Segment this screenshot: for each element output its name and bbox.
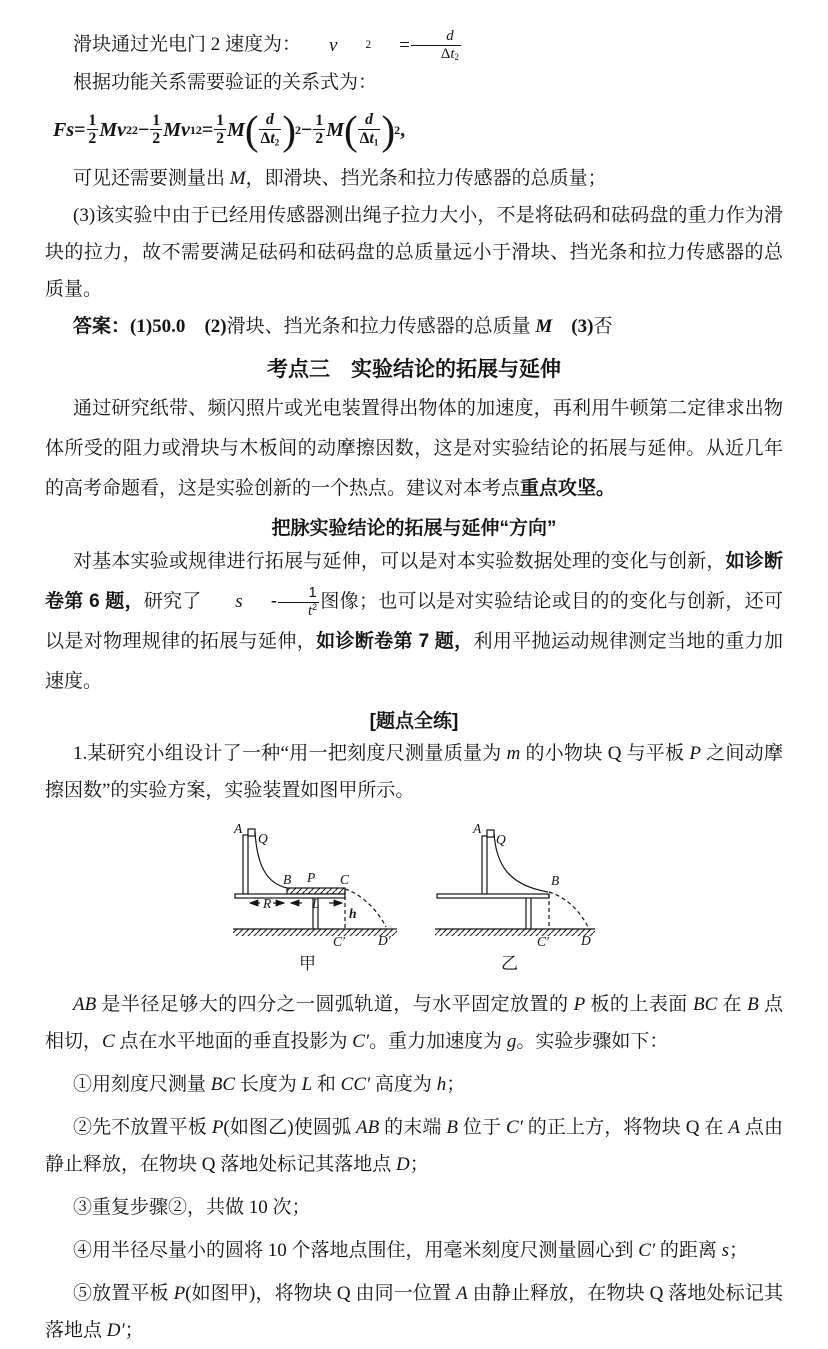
- pole: [482, 836, 487, 894]
- label-d: D: [580, 933, 591, 949]
- label-d-prime: D′: [377, 933, 391, 949]
- step-1: ①用刻度尺测量 BC 长度为 L 和 CC′ 高度为 h；: [73, 1074, 466, 1096]
- trajectory: [549, 892, 588, 927]
- label-a: A: [472, 821, 481, 837]
- para-setup-desc: AB 是半径足够大的四分之一圆弧轨道，与水平固定放置的 P 板的上表面 BC 在 B 点相切，C 点在水平地面的垂直投影为 C′。重力加速度为 g。实验步骤如下：: [45, 994, 783, 1053]
- para-bamai-body: 对基本实验或规律进行拓展与延伸，可以是对本实验数据处理的变化与创新，如诊断卷第 6 题，研究了 s - $\frac{1}{t^2}$ 图像；也可以是对实验结论或目的的变化与创新，还可以是对物理规律的拓展与延伸，如诊断卷第 7 题，利用平抛运动规律测定当地的重力加速度。: [45, 551, 783, 693]
- para-photogate-speed: 滑块通过光电门 2 速度为： v 2 = $\frac{d}{\Delta t_2}$: [73, 28, 459, 63]
- figure-yi: [435, 821, 595, 973]
- label-c-prime: C′: [332, 934, 345, 950]
- pole: [243, 835, 248, 894]
- label-q: Q: [257, 831, 268, 847]
- block-q: [248, 829, 255, 836]
- label-c-prime: C′: [536, 934, 549, 950]
- experiment-figure: [227, 819, 602, 980]
- label-a: A: [233, 821, 242, 837]
- step-2: ②先不放置平板 P(如图乙)使圆弧 AB 的末端 B 位于 C′ 的正上方，将物块 Q 在 A 点由静止释放，在物块 Q 落地处标记其落地点 D；: [45, 1117, 783, 1176]
- step-5: ⑤放置平板 P(如图甲)，将物块 Q 由同一位置 A 由静止释放，在物块 Q 落地处标记其落地点 D′；: [45, 1283, 783, 1342]
- label-c: C: [339, 872, 349, 888]
- para-relation-intro: 根据功能关系需要验证的关系式为：: [73, 72, 378, 94]
- table-top: [235, 894, 345, 898]
- caption-yi: 乙: [500, 954, 518, 974]
- para-kaodian-intro: 通过研究纸带、频闪照片或光电装置得出物体的加速度，再利用牛顿第二定律求出物体所受的阻力或滑块与木板间的动摩擦因数，这是对实验结论的拓展与延伸。从近几年的高考命题看，这是实验创新的一个热点。建议对本考点重点攻坚。: [45, 398, 783, 500]
- label-b: B: [282, 872, 291, 888]
- label-l: L: [311, 896, 320, 912]
- heading-kaodian3: 考点三 实验结论的拓展与延伸: [267, 358, 561, 382]
- para-measure-m: 可见还需要测量出 M，即滑块、挡光条和拉力传感器的总质量；: [73, 168, 607, 190]
- label-r: R: [262, 896, 271, 912]
- label-h: h: [348, 906, 357, 922]
- label-q: Q: [495, 832, 506, 848]
- figure-svg: [227, 819, 602, 974]
- para-point3: (3)该实验中由于已经用传感器测出绳子拉力大小，不是将砝码和砝码盘的重力作为滑块的拉力，故不需要满足砝码和砝码盘的总质量远小于滑块、挡光条和拉力传感器的总质量。: [45, 205, 783, 301]
- plate-p: [287, 888, 345, 894]
- label-p: P: [306, 870, 315, 886]
- para-answer: 答案：(1)50.0 (2)滑块、挡光条和拉力传感器的总质量 M (3)否: [73, 316, 613, 338]
- ground-hatch: [435, 929, 595, 936]
- para-question1: 1.某研究小组设计了一种“用一把刻度尺测量质量为 m 的小物块 Q 与平板 P 之间动摩擦因数”的实验方案，实验装置如图甲所示。: [45, 743, 783, 802]
- block-q: [487, 830, 494, 837]
- heading-tidian: [题点全练]: [369, 711, 459, 733]
- ground-hatch: [233, 929, 397, 936]
- step-3: ③重复步骤②，共做 10 次；: [73, 1197, 311, 1219]
- heading-bamai: 把脉实验结论的拓展与延伸“方向”: [271, 518, 557, 540]
- figure-jia: [233, 821, 397, 973]
- formula-energy: Fs = $\frac{1}{2}$ Mv 2 2 − $\frac{1}{2}$ Mv 1 2 = $\frac{1}{2}$ M ( $\frac{d}{\Delta t_2}$ ) 2 − $\frac{1}{2}$ M ( $\frac{d}{\Delta t_1}$ ) 2 ,: [53, 106, 406, 153]
- step-4: ④用半径尽量小的圆将 10 个落地点围住，用毫米刻度尺测量圆心到 C′ 的距离 s；: [73, 1240, 749, 1262]
- table-top: [437, 894, 549, 898]
- caption-jia: 甲: [298, 954, 316, 974]
- label-b: B: [550, 873, 559, 889]
